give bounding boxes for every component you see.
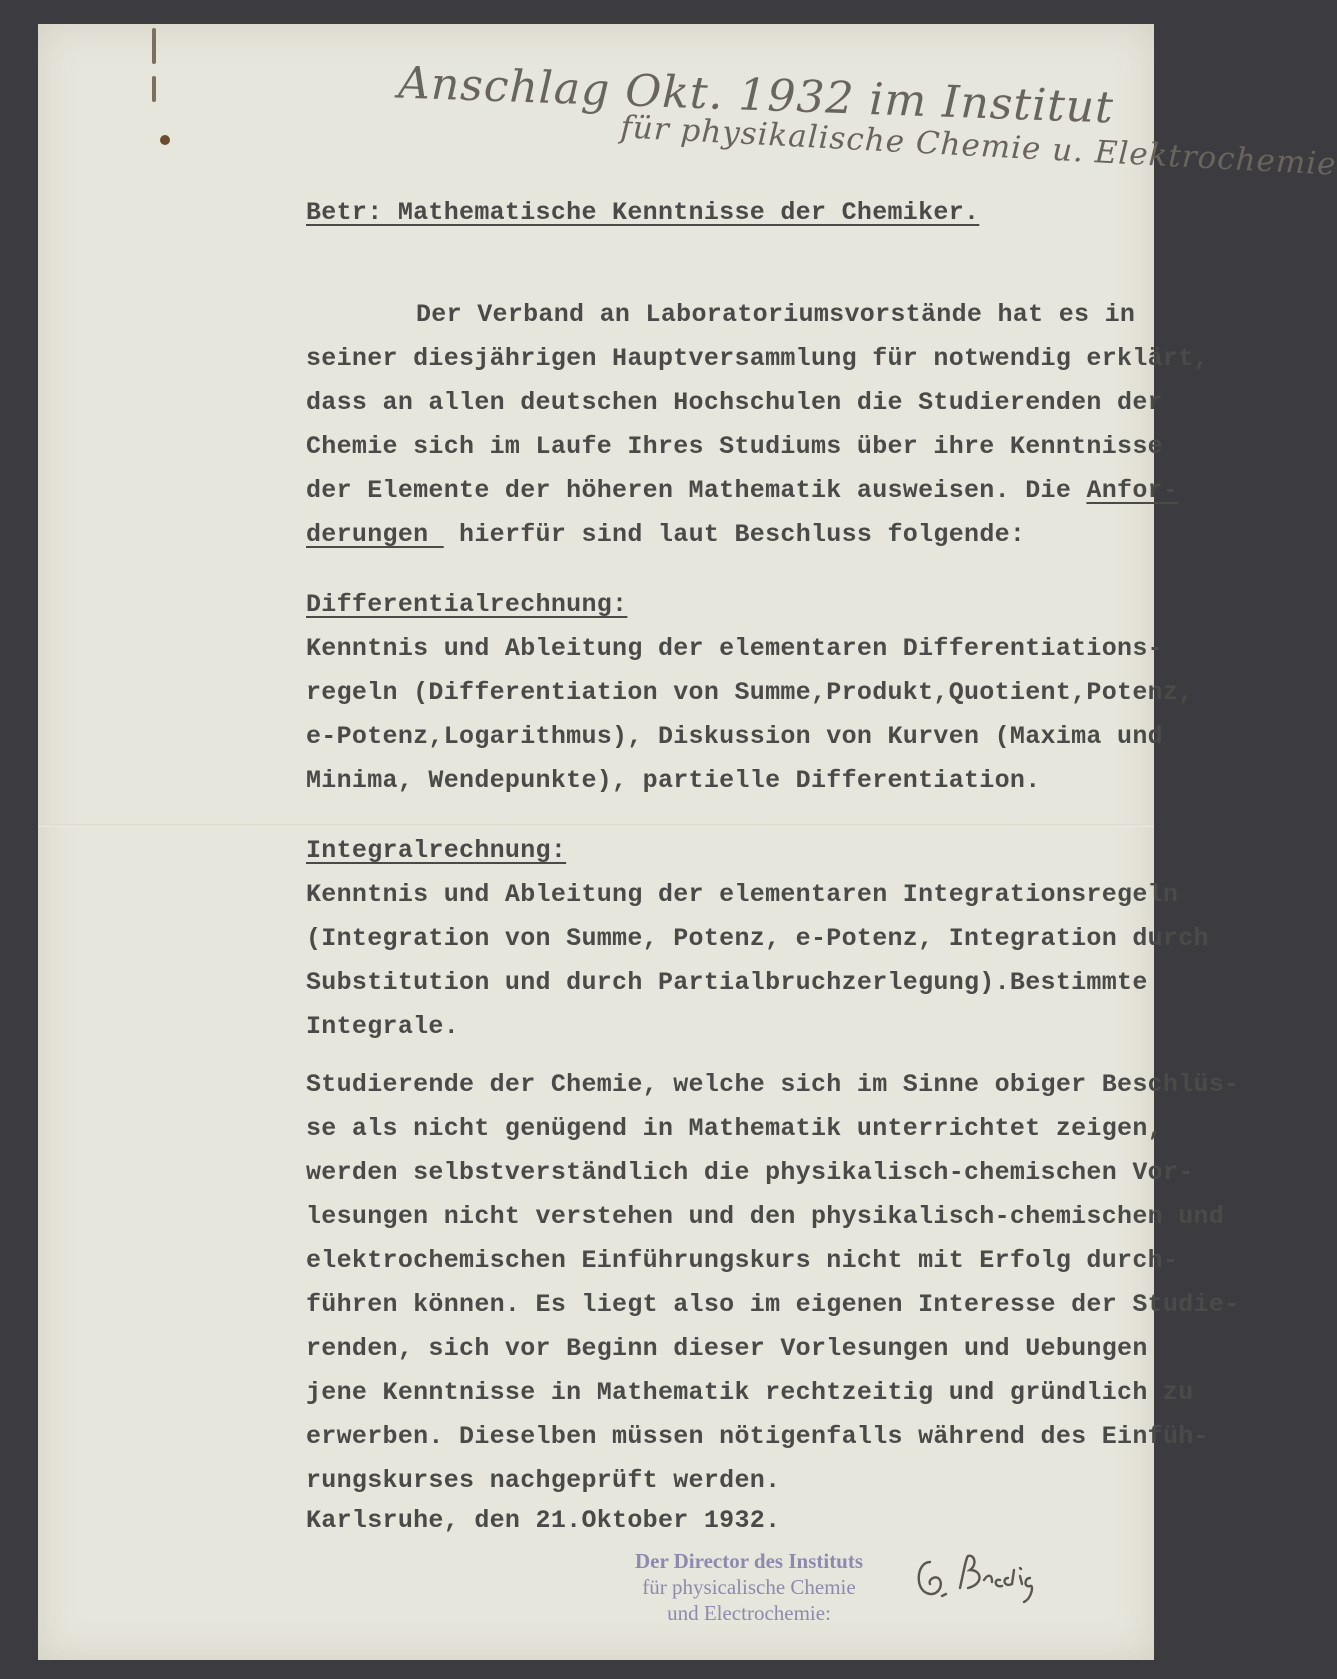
differential-line-1: Kenntnis und Ableitung der elementaren Differentiations- (306, 634, 1163, 663)
closing-line-2: se als nicht genügend in Mathematik unterrichtet zeigen, (306, 1114, 1163, 1143)
intro-line-5-text: der Elemente der höheren Mathematik ausweisen. Die (306, 476, 1087, 505)
closing-line-4: lesungen nicht verstehen und den physikalisch-chemischen und (306, 1202, 1225, 1231)
staple-hole-mark (152, 28, 156, 64)
differential-heading-text: Differentialrechnung: (306, 590, 628, 619)
handwritten-note-line-1: Anschlag Okt. 1932 im Institut (397, 57, 1115, 134)
subject-text: Betr: Mathematische Kenntnisse der Chemiker. (306, 198, 980, 227)
differential-line-2: regeln (Differentiation von Summe,Produkt,Quotient,Potenz, (306, 678, 1194, 707)
integral-line-2: (Integration von Summe, Potenz, e-Potenz, Integration durch (306, 924, 1209, 953)
place-date: Karlsruhe, den 21.Oktober 1932. (306, 1506, 781, 1535)
stamp-line-2: für physicalische Chemie (642, 1575, 856, 1599)
closing-line-8: jene Kenntnisse in Mathematik rechtzeitig und gründlich zu (306, 1378, 1194, 1407)
closing-line-6: führen können. Es liegt also im eigenen Interesse der Studie- (306, 1290, 1240, 1319)
integral-heading (306, 836, 566, 865)
intro-line-5 (306, 476, 1178, 505)
document-page (38, 24, 1154, 1660)
integral-line-3: Substitution und durch Partialbruchzerlegung).Bestimmte (306, 968, 1148, 997)
integral-line-1: Kenntnis und Ableitung der elementaren Integrationsregeln (306, 880, 1179, 909)
closing-line-3: werden selbstverständlich die physikalisch-chemischen Vor- (306, 1158, 1194, 1187)
institute-stamp (618, 1548, 880, 1626)
closing-line-10: rungskurses nachgeprüft werden. (306, 1466, 781, 1495)
staple-hole-mark (152, 76, 156, 102)
intro-line-2: seiner diesjährigen Hauptversammlung für notwendig erklärt, (306, 344, 1209, 373)
integral-heading-text: Integralrechnung: (306, 836, 567, 865)
intro-line-4: Chemie sich im Laufe Ihres Studiums über ihre Kenntnisse (306, 432, 1163, 461)
integral-line-4: Integrale. (306, 1012, 460, 1041)
stamp-line-1: Der Director des Instituts (634, 1549, 864, 1573)
closing-line-1: Studierende der Chemie, welche sich im Sinne obiger Beschlüs- (306, 1070, 1240, 1099)
intro-line-6-text: hierfür sind laut Beschluss folgende: (443, 520, 1026, 549)
closing-line-7: renden, sich vor Beginn dieser Vorlesungen und Uebungen (306, 1334, 1148, 1363)
rust-spot (160, 135, 170, 145)
stamp-line-3: und Electrochemie: (667, 1601, 831, 1625)
differential-line-4: Minima, Wendepunkte), partielle Differentiation. (306, 766, 1041, 795)
intro-line-6 (306, 520, 1025, 549)
fold-crease (38, 824, 1154, 827)
intro-line-3: dass an allen deutschen Hochschulen die Studierenden der (306, 388, 1163, 417)
differential-heading (306, 590, 627, 619)
subject-line (306, 198, 979, 227)
closing-line-9: erwerben. Dieselben müssen nötigenfalls während des Einfüh- (306, 1422, 1209, 1451)
handwritten-note-line-2: für physikalische Chemie u. Elektrochemie (619, 109, 1337, 183)
intro-line-1: Der Verband an Laboratoriumsvorstände hat es in (416, 300, 1136, 329)
handwritten-signature (908, 1540, 1078, 1610)
differential-line-3: e-Potenz,Logarithmus), Diskussion von Kurven (Maxima und (306, 722, 1163, 751)
anforderungen-underlined-part2: derungen (306, 520, 444, 549)
anforderungen-underlined-part1: Anfor- (1086, 476, 1179, 505)
closing-line-5: elektrochemischen Einführungskurs nicht mit Erfolg durch- (306, 1246, 1179, 1275)
